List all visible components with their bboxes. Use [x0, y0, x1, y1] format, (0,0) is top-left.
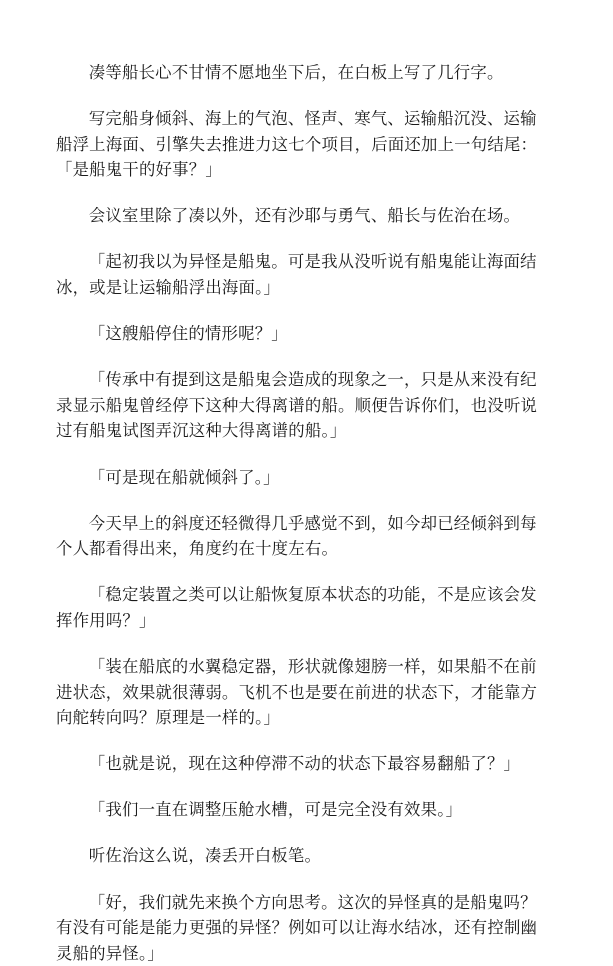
paragraph: 凑等船长心不甘情不愿地坐下后，在白板上写了几行字。: [88, 63, 504, 82]
paragraph: 「这艘船停住的情形呢？」: [88, 324, 288, 344]
paragraph: 「传承中有提到这是船鬼会造成的现象之一，只是从来没有纪录显示船鬼曾经停下这种大得离谱的船。顺便告诉你们，也没听说过有船鬼试图弄沉这种大得离谱的船。」: [56, 370, 538, 441]
paragraph: 今天早上的斜度还轻微得几乎感觉不到，如今却已经倾斜到每个人都看得出来，角度约在十度左右。: [56, 513, 537, 559]
paragraph: 「也就是说，现在这种停滞不动的状态下最容易翻船了？」: [88, 754, 521, 774]
paragraph: 「好，我们就先来换个方向思考。这次的异怪真的是船鬼吗？有没有可能是能力更强的异怪？例如可以让海水结冰，还有控制幽灵船的异怪。」: [56, 892, 538, 963]
paragraph: 「装在船底的水翼稳定器，形状就像翅膀一样，如果船不在前进状态，效果就很薄弱。飞机不也是要在前进的状态下，才能靠方向舵转向吗？原理是一样的。」: [56, 657, 538, 728]
paragraph: 「可是现在船就倾斜了。」: [88, 467, 280, 487]
paragraph: 「我们一直在调整压舱水槽，可是完全没有效果。」: [88, 800, 463, 820]
paragraph: 「起初我以为异怪是船鬼。可是我从没听说有船鬼能让海面结冰，或是让运输船浮出海面。」: [56, 252, 537, 298]
paragraph: 写完船身倾斜、海上的气泡、怪声、寒气、运输船沉没、运输船浮上海面、引擎失去推进力这七个项目，后面还加上一句结尾：「是船鬼干的好事？」: [56, 109, 538, 180]
paragraph: 「稳定装置之类可以让船恢复原本状态的功能，不是应该会发挥作用吗？」: [56, 585, 537, 630]
paragraph: 听佐治这么说，凑丢开白板笔。: [88, 846, 322, 866]
paragraph: 会议室里除了凑以外，还有沙耶与勇气、船长与佐治在场。: [88, 206, 521, 226]
